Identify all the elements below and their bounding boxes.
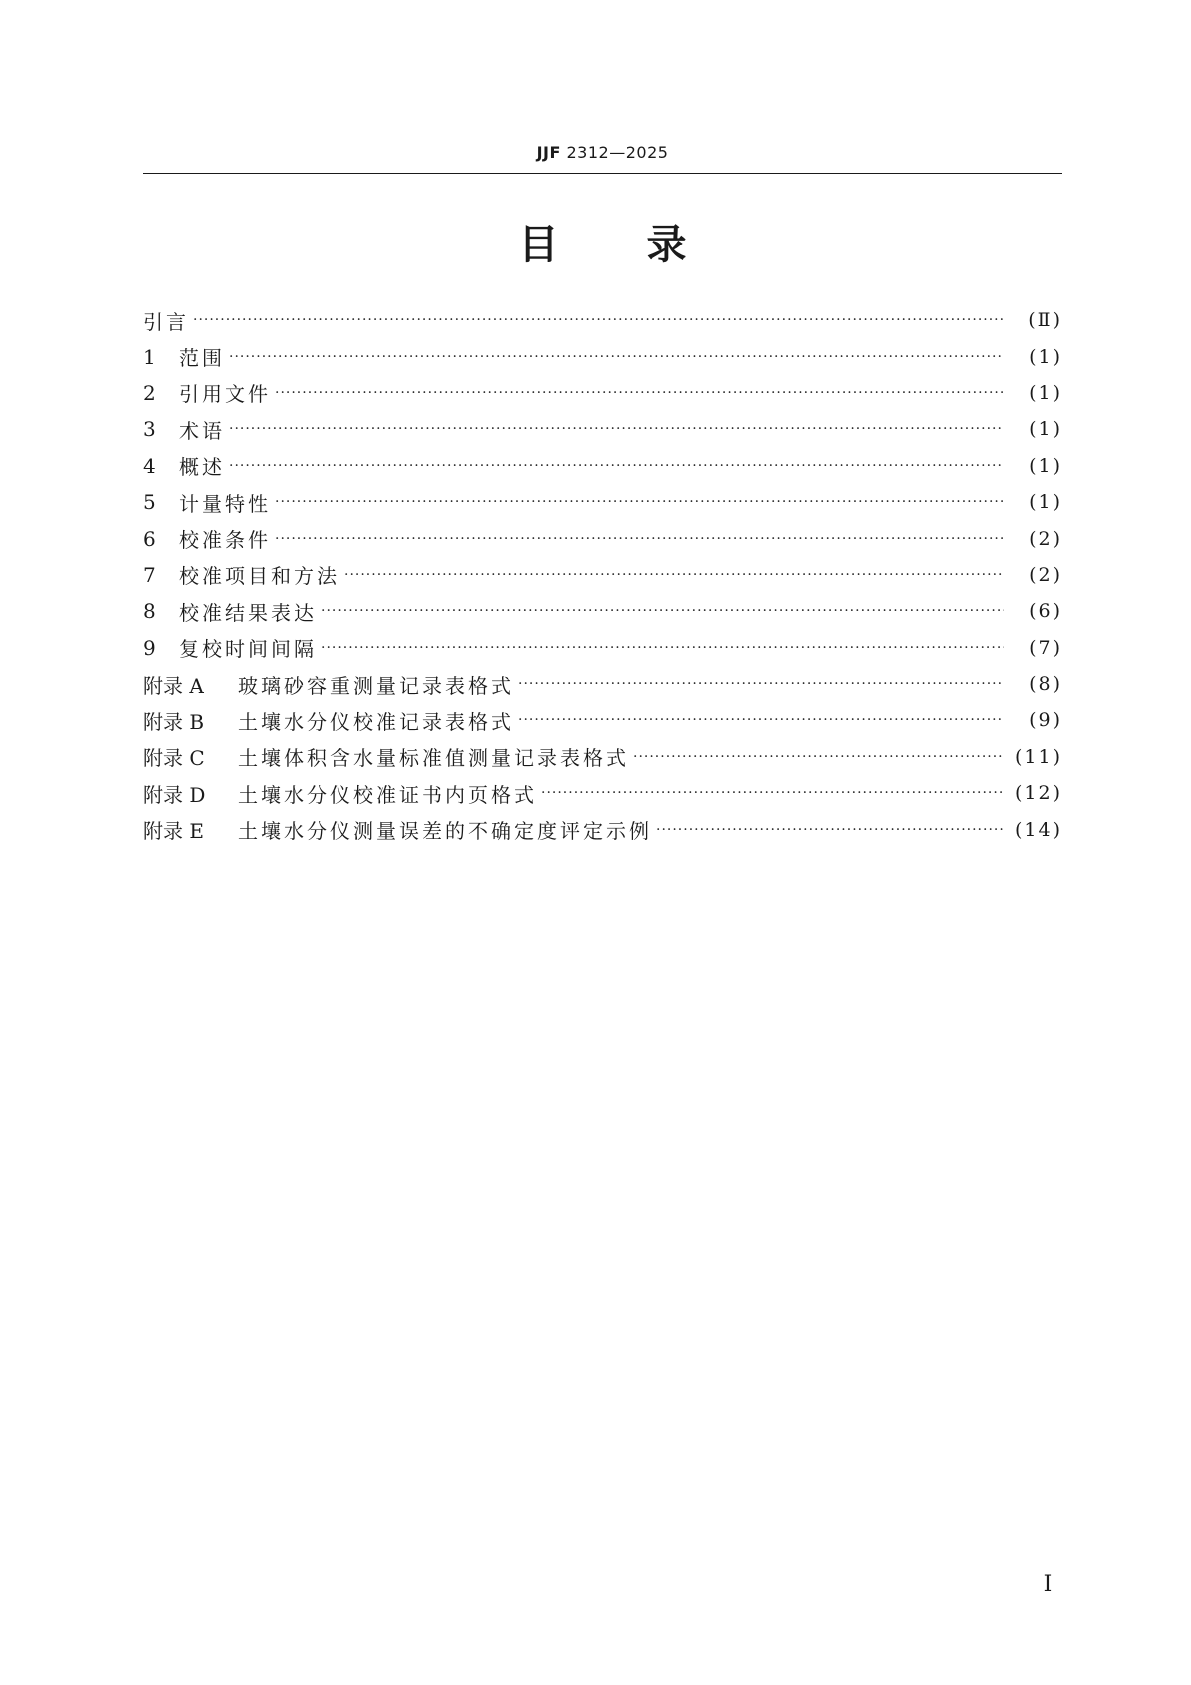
toc-entry-page: (1) — [1029, 345, 1062, 368]
toc-title-char-2: 录 — [646, 222, 687, 268]
toc-entry-page: (1) — [1029, 491, 1062, 514]
toc-entry-number: 附录 C — [143, 746, 205, 771]
toc-entry-title: 概述 — [179, 455, 225, 480]
toc-entry[interactable] — [143, 666, 1062, 702]
toc-leader-dots — [193, 309, 1004, 331]
toc-entry-number: 6 — [143, 526, 156, 551]
toc-entry[interactable] — [143, 557, 1062, 593]
toc-entry-number: 9 — [143, 635, 156, 660]
toc-entry-title: 计量特性 — [179, 491, 271, 516]
toc-entry-page: (7) — [1029, 636, 1062, 659]
toc-entry[interactable] — [143, 375, 1062, 411]
toc-entry-page: (12) — [1014, 782, 1062, 805]
toc-entry[interactable] — [143, 811, 1062, 847]
toc-leader-dots — [518, 709, 1004, 731]
toc-leader-dots — [321, 637, 1004, 659]
toc-entry-title: 术语 — [179, 418, 225, 443]
toc-leader-dots — [275, 491, 1004, 513]
toc-entry-title: 引言 — [143, 309, 189, 334]
toc-leader-dots — [275, 382, 1004, 404]
toc-entry-number: 2 — [143, 380, 156, 405]
toc-entry-page: (1) — [1029, 381, 1062, 404]
toc-entry-number: 1 — [143, 344, 156, 369]
toc-entry[interactable] — [143, 448, 1062, 484]
toc-entry-page: (11) — [1014, 745, 1062, 768]
toc-entry-title: 复校时间间隔 — [179, 637, 317, 662]
toc-entry[interactable] — [143, 411, 1062, 447]
toc-entry-page: (2) — [1029, 563, 1062, 586]
toc-leader-dots — [633, 746, 1004, 768]
toc-entry-number: 附录 A — [143, 673, 204, 698]
toc-leader-dots — [275, 528, 1004, 550]
page-number: Ⅰ — [1043, 1572, 1053, 1597]
toc-entry-number: 附录 E — [143, 819, 204, 844]
toc-entry-title: 土壤水分仪校准证书内页格式 — [238, 782, 537, 807]
toc-entry[interactable] — [143, 775, 1062, 811]
toc-entry-title: 土壤水分仪校准记录表格式 — [238, 709, 514, 734]
toc-entry-number: 8 — [143, 599, 156, 624]
toc-entry-page: (8) — [1029, 673, 1062, 696]
toc-leader-dots — [229, 346, 1004, 368]
running-header — [143, 143, 1062, 162]
toc-entry-page: (9) — [1029, 709, 1062, 732]
toc-entry-page: (2) — [1029, 527, 1062, 550]
toc-entry-page: (1) — [1029, 454, 1062, 477]
toc-entry-title: 范围 — [179, 346, 225, 371]
toc-title-char-1: 目 — [518, 222, 559, 268]
toc-leader-dots — [541, 782, 1004, 804]
toc-entry-title: 校准项目和方法 — [179, 564, 340, 589]
toc-entry-number: 附录 B — [143, 709, 205, 734]
toc-entry-number: 3 — [143, 417, 156, 442]
toc-entry[interactable] — [143, 338, 1062, 374]
toc-entry-page: (14) — [1014, 818, 1062, 841]
toc-entry[interactable] — [143, 593, 1062, 629]
toc-entry-page: (1) — [1029, 418, 1062, 441]
toc-entry[interactable] — [143, 484, 1062, 520]
header-rule — [143, 173, 1062, 174]
toc-leader-dots — [321, 600, 1004, 622]
standard-code: JJF — [536, 143, 561, 162]
standard-number: 2312—2025 — [566, 143, 669, 162]
toc-entry-number: 7 — [143, 562, 156, 587]
toc-entry[interactable] — [143, 702, 1062, 738]
toc-title — [143, 220, 1062, 270]
toc-entry-title: 校准结果表达 — [179, 600, 317, 625]
toc-leader-dots — [518, 673, 1004, 695]
toc-leader-dots — [229, 455, 1004, 477]
toc-entry-title: 土壤体积含水量标准值测量记录表格式 — [238, 746, 629, 771]
toc-leader-dots — [229, 418, 1004, 440]
toc-leader-dots — [344, 564, 1004, 586]
toc-entry[interactable] — [143, 302, 1062, 338]
toc-leader-dots — [656, 819, 1004, 841]
toc-entry-title: 玻璃砂容重测量记录表格式 — [238, 673, 514, 698]
toc-entry[interactable] — [143, 520, 1062, 556]
toc-entry[interactable] — [143, 739, 1062, 775]
toc-entry[interactable] — [143, 630, 1062, 666]
toc-entry-title: 校准条件 — [179, 528, 271, 553]
toc-entry-number: 附录 D — [143, 782, 206, 807]
toc-entry-title: 引用文件 — [179, 382, 271, 407]
toc-entry-title: 土壤水分仪测量误差的不确定度评定示例 — [238, 819, 652, 844]
toc-entry-number: 4 — [143, 453, 156, 478]
toc-entry-page: (6) — [1029, 600, 1062, 623]
toc-entry-page: (Ⅱ) — [1028, 309, 1062, 332]
table-of-contents — [143, 302, 1062, 848]
toc-entry-number: 5 — [143, 490, 156, 515]
